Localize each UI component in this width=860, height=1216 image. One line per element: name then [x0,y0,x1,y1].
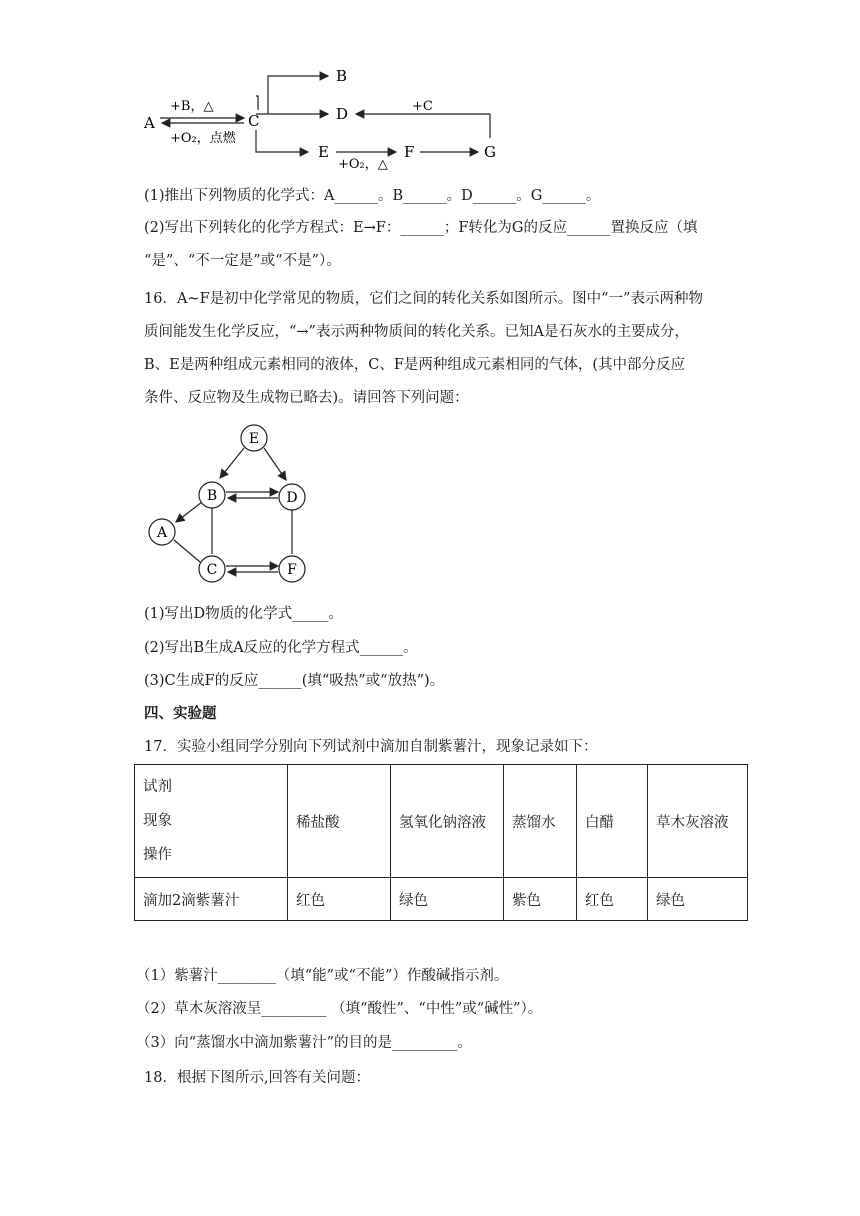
label-ac-top: +B，△ [170,99,214,114]
svg-text:A: A [156,525,168,541]
table-cell: 绿色 [648,878,748,921]
label-gd: +C [412,99,433,114]
table-corner-cell: 试剂 现象 操作 [135,765,288,878]
results-table [134,764,748,921]
node-C [199,556,225,582]
q16-sub3: (3)C生成F的反应______(填“吸热”或“放热”)。 [144,673,445,689]
table-header-cell: 稀盐酸 [288,765,391,878]
arrow-e-to-d [264,448,286,480]
table-row [135,878,748,921]
node-A [149,519,175,545]
node-E [241,425,267,451]
q17-sub1: （1）紫薯汁________（填“能”或“不能”）作酸碱指示剂。 [136,968,509,984]
table-cell: 红色 [577,878,648,921]
node-G: G [484,143,496,161]
q16-sub1: (1)写出D物质的化学式_____。 [144,606,343,622]
node-C: C [248,112,260,130]
arrow-e-to-b [220,448,244,478]
svg-text:E: E [248,431,260,447]
q16-intro-line3: B、E是两种组成元素相同的液体，C、F是两种组成元素相同的气体，(其中部分反应 [144,357,686,373]
q15-part2-line1: (2)写出下列转化的化学方程式：E→F：______；F转化为G的反应______置换反应（填 [144,220,698,236]
svg-text:C: C [206,562,218,578]
svg-text:F: F [287,562,297,578]
table-header-row [135,765,748,878]
table-cell: 红色 [288,878,391,921]
label-ac-bottom: +O₂，点燃 [170,131,236,146]
table-cell: 绿色 [391,878,504,921]
node-B [199,482,225,508]
branch-line [268,76,328,114]
q16-intro-line2: 质间能发生化学反应，“→”表示两种物质间的转化关系。已知A是石灰水的主要成分， [144,324,689,340]
node-F: F [404,143,415,161]
arrow-c-to-d [256,96,258,110]
table-row-label: 滴加2滴紫薯汁 [135,878,288,921]
table-header-cell: 草木灰溶液 [648,765,748,878]
section-title: 四、实验题 [144,705,217,722]
q16-intro-line1: 16．A~F是初中化学常见的物质，它们之间的转化关系如图所示。图中“一”表示两种物 [144,291,703,307]
node-D [279,484,305,510]
table-header-cell: 氢氧化钠溶液 [391,765,504,878]
label-ef: +O₂，△ [338,157,388,172]
table-header-cell: 白醋 [577,765,648,878]
table-cell: 紫色 [504,878,577,921]
svg-text:B: B [206,488,218,504]
q18-intro: 18．根据下图所示,回答有关问题： [144,1070,371,1086]
table-header-cell: 蒸馏水 [504,765,577,878]
q17-sub3: （3）向“蒸馏水中滴加紫薯汁”的目的是_________。 [136,1035,472,1051]
node-B: B [336,67,348,85]
q16-sub2: (2)写出B生成A反应的化学方程式______。 [144,640,418,656]
svg-text:D: D [286,490,298,506]
node-E: E [318,143,329,161]
q15-part1: (1)推出下列物质的化学式：A______。B______。D______。G______。 [144,188,601,204]
q15-part2-line2: “是”、“不一定是”或“不是”）。 [144,253,341,269]
q17-intro: 17．实验小组同学分别向下列试剂中滴加自制紫薯汁，现象记录如下： [144,739,598,755]
conversion-diagram-2 [140,420,320,590]
node-D: D [336,105,349,123]
node-A: A [144,114,155,132]
arrow-c-to-e [256,130,308,152]
arrow-b-to-a [176,502,202,522]
node-F [279,556,305,582]
q16-intro-line4: 条件、反应物及生成物已略去)。请回答下列问题： [144,390,469,406]
link-a-c [174,540,200,562]
conversion-diagram-1 [140,62,520,172]
q17-sub2: （2）草木灰溶液呈_________ （填“酸性”、“中性”或“碱性”）。 [136,1001,543,1017]
